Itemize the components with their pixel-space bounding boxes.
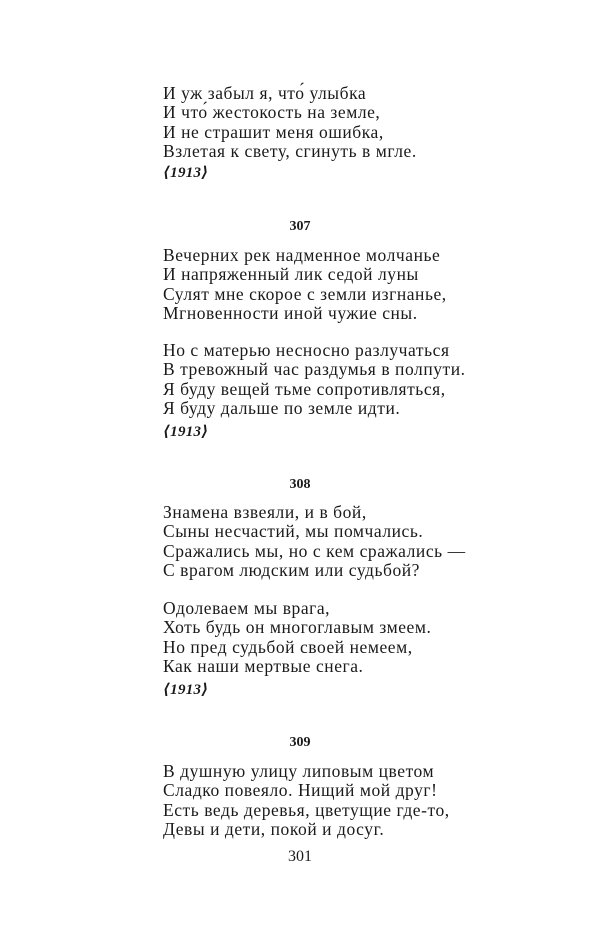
- verse-line: Знамена взвеяли, и в бой,: [163, 502, 367, 522]
- verse-line: Я буду вещей тьме сопротивляться,: [163, 378, 446, 399]
- verse-line: Сладко повеяло. Нищий мой друг!: [163, 780, 438, 801]
- verse-line: Я буду дальше по земле идти.: [163, 398, 401, 419]
- verse-line: И не страшит меня ошибка,: [163, 121, 384, 142]
- verse-line: Есть ведь деревья, цветущие где-то,: [163, 799, 450, 820]
- poem-number: 308: [289, 477, 311, 492]
- verse-line: Сулят мне скорое с земли изгнанье,: [163, 283, 447, 304]
- verse-line: Но с матерью несносно разлучаться: [163, 340, 450, 360]
- stanza: [163, 762, 450, 840]
- verse-line: В тревожный час раздумья в полпути.: [163, 359, 466, 380]
- poem-date: ⟨1913⟩: [163, 165, 209, 181]
- verse-line: С врагом людским или судьбой?: [163, 560, 420, 581]
- page-number: 301: [288, 848, 312, 865]
- verse-line: Взлетая к свету, сгинуть в мгле.: [163, 141, 417, 162]
- stanza: [163, 341, 466, 419]
- poem-date: ⟨1913⟩: [163, 424, 209, 440]
- poem-number: 307: [289, 219, 311, 234]
- stanza: [163, 503, 466, 581]
- verse-line: Мгновенности иной чужие сны.: [163, 303, 418, 324]
- verse-line: Как наши мертвые снега.: [163, 656, 364, 677]
- stanza: [163, 246, 447, 324]
- verse-line: Сыны несчастий, мы помчались.: [163, 521, 424, 542]
- poem-date: ⟨1913⟩: [163, 682, 209, 698]
- verse-line: Но пред судьбой своей немеем,: [163, 636, 413, 657]
- verse-line: В душную улицу липовым цветом: [163, 761, 435, 781]
- verse-line: Девы и дети, покой и досуг.: [163, 819, 385, 840]
- verse-line: Вечерних рек надменное молчанье: [163, 245, 441, 265]
- verse-line: И напряженный лик седой луны: [163, 264, 419, 285]
- poem-306-ending: [163, 84, 417, 162]
- verse-line: Сражались мы, но с кем сражались —: [163, 540, 466, 561]
- poem-number: 309: [289, 735, 311, 750]
- verse-line: Хоть будь он многоглавым змеем.: [163, 617, 432, 638]
- verse-line: И уж забыл я, что́ улыбка: [163, 83, 367, 103]
- verse-line: Одолеваем мы врага,: [163, 598, 331, 618]
- stanza: [163, 599, 431, 677]
- verse-line: И что́ жестокость на земле,: [163, 102, 381, 123]
